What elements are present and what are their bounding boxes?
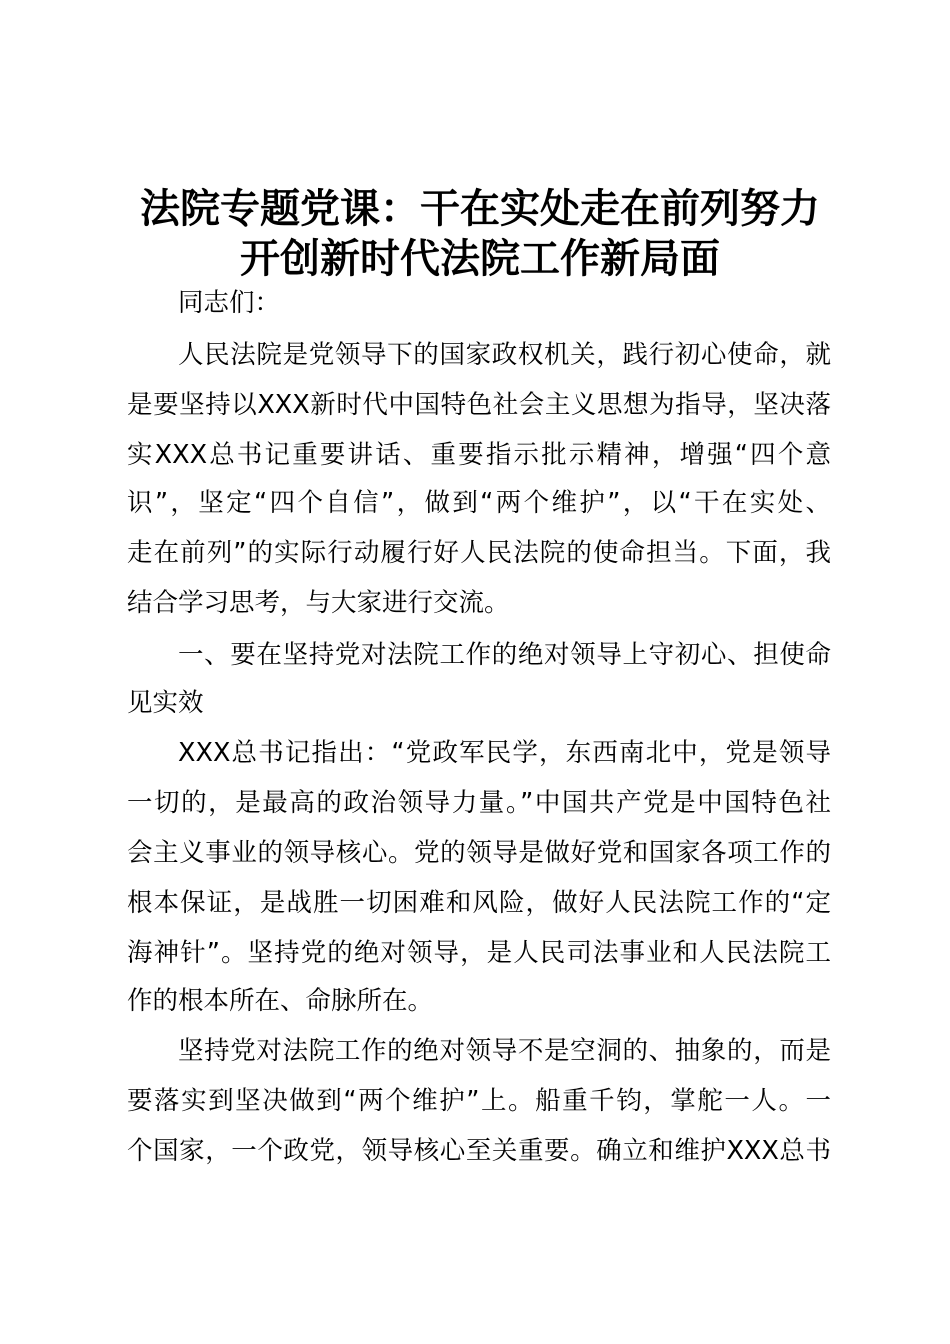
- paragraph-3-line: 一切的，是最高的政治领导力量。”中国共产党是中国特色社: [127, 788, 831, 818]
- paragraph-1-line: 实XXX总书记重要讲话、重要指示批示精神，增强“四个意: [127, 440, 831, 470]
- paragraph-4-line: 个国家，一个政党，领导核心至关重要。确立和维护XXX总书: [127, 1136, 831, 1166]
- paragraph-2-line: 见实效: [127, 688, 204, 718]
- paragraph-3-line: 作的根本所在、命脉所在。: [127, 986, 434, 1016]
- document-title-line-1: 法院专题党课：干在实处走在前列努力: [140, 186, 820, 232]
- paragraph-1-line: 人民法院是党领导下的国家政权机关，践行初心使命，就: [178, 340, 831, 370]
- paragraph-4-line: 要落实到坚决做到“两个维护”上。船重千钧，掌舵一人。一: [127, 1086, 831, 1116]
- paragraph-3-line: 海神针”。坚持党的绝对领导，是人民司法事业和人民法院工: [127, 938, 831, 968]
- paragraph-1-line: 识”，坚定“四个自信”，做到“两个维护”，以“干在实处、: [127, 488, 831, 518]
- document-title-line-2: 开创新时代法院工作新局面: [240, 236, 720, 282]
- paragraph-3-line: 根本保证，是战胜一切困难和风险，做好人民法院工作的“定: [127, 888, 831, 918]
- paragraph-1-line: 结合学习思考，与大家进行交流。: [127, 588, 510, 618]
- paragraph-3-line: XXX总书记指出：“党政军民学，东西南北中，党是领导: [178, 738, 831, 768]
- paragraph-2-line: 一、要在坚持党对法院工作的绝对领导上守初心、担使命: [178, 640, 831, 670]
- greeting: 同志们：: [178, 288, 281, 318]
- paragraph-1-line: 走在前列”的实际行动履行好人民法院的使命担当。下面，我: [127, 538, 831, 568]
- paragraph-1-line: 是要坚持以XXX新时代中国特色社会主义思想为指导，坚决落: [127, 390, 831, 420]
- paragraph-4-line: 坚持党对法院工作的绝对领导不是空洞的、抽象的，而是: [178, 1036, 831, 1066]
- paragraph-3-line: 会主义事业的领导核心。党的领导是做好党和国家各项工作的: [127, 838, 831, 868]
